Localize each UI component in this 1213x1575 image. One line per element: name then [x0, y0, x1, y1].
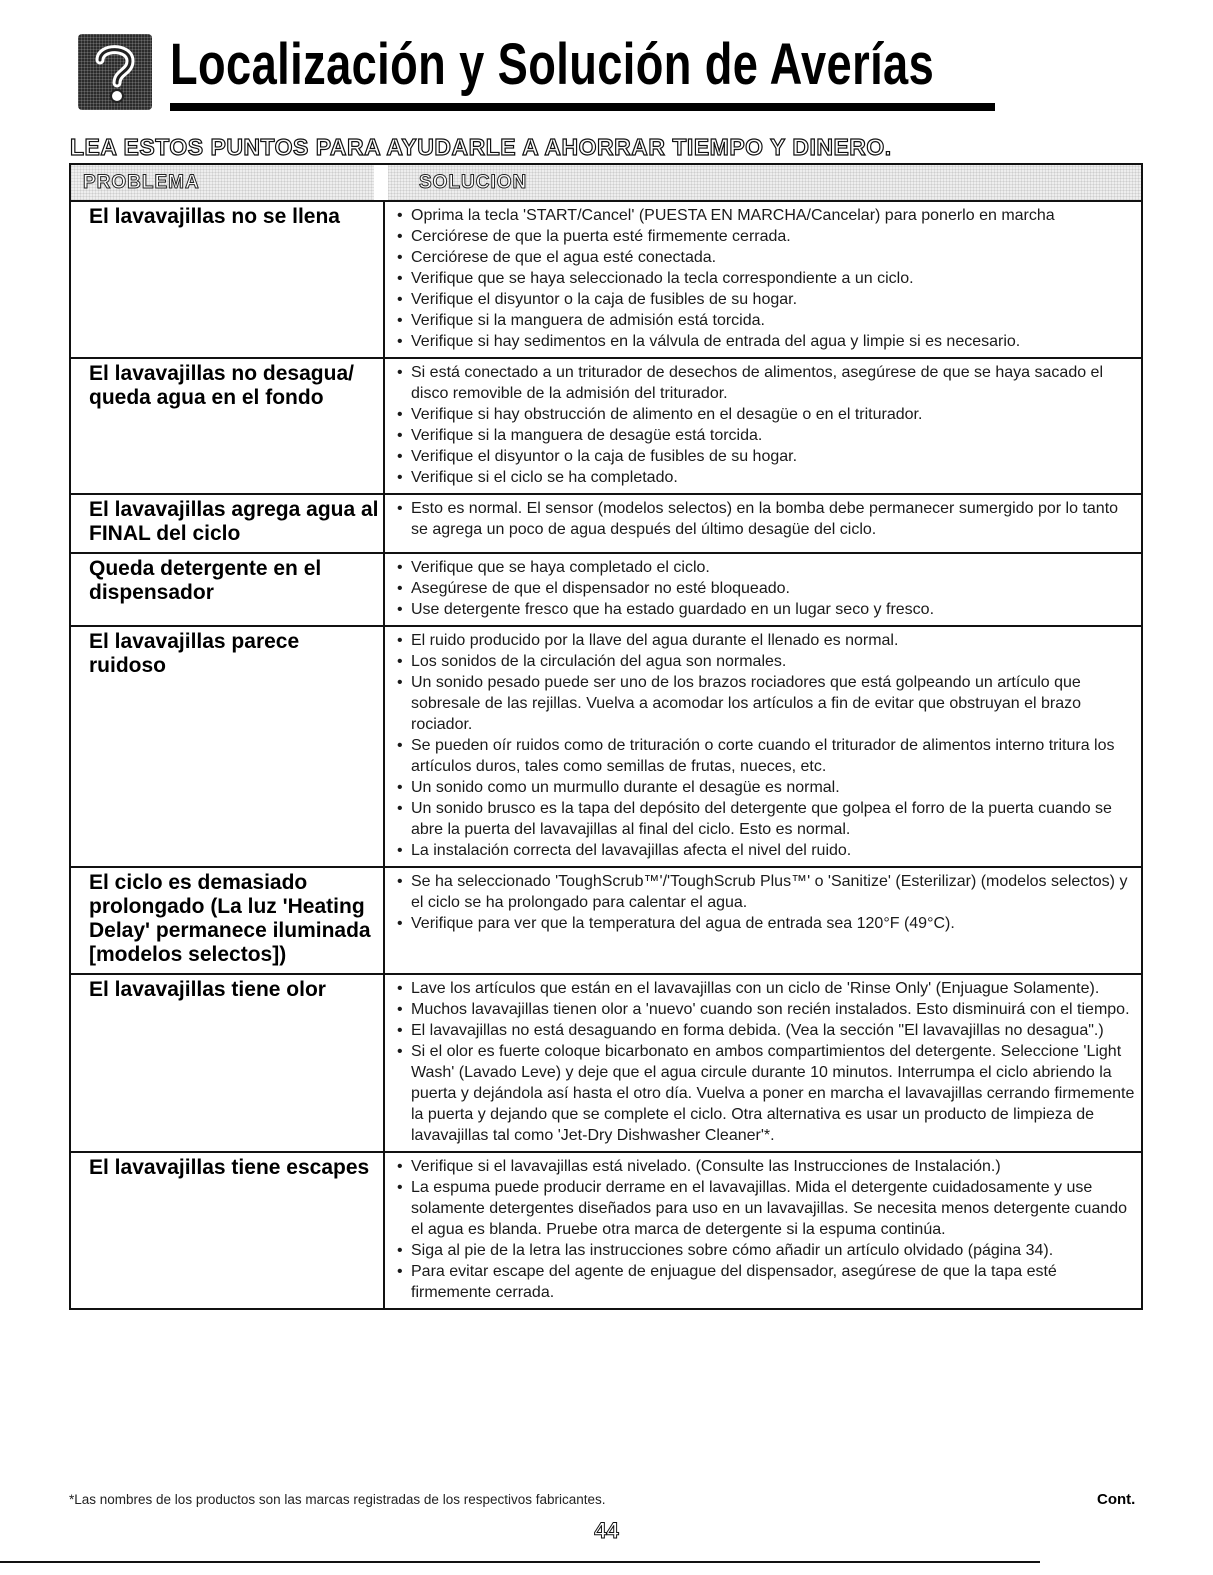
solution-item: • Verifique si hay sedimentos en la válvula de entrada del agua y limpie si es necesario. — [397, 331, 1137, 352]
solution-list — [397, 1156, 1137, 1303]
page-number: 44 — [594, 1518, 619, 1543]
problem-cell: El lavavajillas parece ruidoso — [71, 627, 385, 866]
solution-item: • Esto es normal. El sensor (modelos selectos) en la bomba debe permanecer sumergido por lo tanto se agrega un poco de agua después del último desagüe del ciclo. — [397, 498, 1137, 540]
table-body — [71, 202, 1141, 1308]
solution-item: • Asegúrese de que el dispensador no esté bloqueado. — [397, 578, 1137, 599]
page-header — [78, 30, 935, 130]
solution-item: • Siga al pie de la letra las instrucciones sobre cómo añadir un artículo olvidado (página 34). — [397, 1240, 1137, 1261]
table-row — [71, 627, 1141, 868]
question-mark-icon — [78, 34, 152, 110]
table-row — [71, 1153, 1141, 1308]
problem-cell: El lavavajillas no se llena — [71, 202, 385, 357]
solution-item: • Verifique que se haya seleccionado la tecla correspondiente a un ciclo. — [397, 268, 1137, 289]
solution-cell — [385, 554, 1141, 625]
solution-item: • Verifique si la manguera de admisión está torcida. — [397, 310, 1137, 331]
solution-item: • Los sonidos de la circulación del agua son normales. — [397, 651, 1137, 672]
solution-item: • Muchos lavavajillas tienen olor a 'nuevo' cuando son recién instalados. Esto disminuirá con el tiempo. — [397, 999, 1137, 1020]
solution-item: • Use detergente fresco que ha estado guardado en un lugar seco y fresco. — [397, 599, 1137, 620]
title-underline — [170, 103, 995, 111]
solution-item: • Cerciórese de que la puerta esté firmemente cerrada. — [397, 226, 1137, 247]
solution-item: • El lavavajillas no está desaguando en forma debida. (Vea la sección "El lavavajillas no desagua".) — [397, 1020, 1137, 1041]
problem-cell: El lavavajillas no desagua/ queda agua en el fondo — [71, 359, 385, 493]
troubleshooting-table — [69, 163, 1143, 1310]
solution-item: • Un sonido como un murmullo durante el desagüe es normal. — [397, 777, 1137, 798]
solution-item: • Verifique si el ciclo se ha completado. — [397, 467, 1137, 488]
solution-cell — [385, 359, 1141, 493]
column-header-problem: PROBLEMA — [71, 165, 374, 200]
problem-cell: El ciclo es demasiado prolongado (La luz 'Heating Delay' permanece iluminada [modelos selectos]) — [71, 868, 385, 973]
solution-item: • Cerciórese de que el agua esté conectada. — [397, 247, 1137, 268]
table-row — [71, 975, 1141, 1153]
table-header — [71, 165, 1141, 202]
solution-item: • Lave los artículos que están en el lavavajillas con un ciclo de 'Rinse Only' (Enjuague Solamente). — [397, 978, 1137, 999]
solution-cell — [385, 975, 1141, 1151]
solution-item: • Verifique el disyuntor o la caja de fusibles de su hogar. — [397, 289, 1137, 310]
solution-item: • Verifique si la manguera de desagüe está torcida. — [397, 425, 1137, 446]
solution-item: • Verifique para ver que la temperatura del agua de entrada sea 120°F (49°C). — [397, 913, 1137, 934]
bottom-divider — [0, 1561, 1040, 1563]
solution-item: • Un sonido brusco es la tapa del depósito del detergente que golpea el forro de la puerta cuando se abre la puerta del lavavajillas al final del ciclo. Esto es normal. — [397, 798, 1137, 840]
solution-item: • El ruido producido por la llave del agua durante el llenado es normal. — [397, 630, 1137, 651]
table-row — [71, 359, 1141, 495]
problem-cell: El lavavajillas tiene escapes — [71, 1153, 385, 1308]
solution-list — [397, 978, 1137, 1146]
column-header-solution: SOLUCION — [374, 165, 1141, 200]
solution-list — [397, 362, 1137, 488]
footnote: *Las nombres de los productos son las marcas registradas de los respectivos fabricantes. — [69, 1492, 606, 1507]
solution-item: • Se pueden oír ruidos como de trituración o corte cuando el triturador de alimentos interno tritura los artículos duros, tales como semillas de frutas, nueces, etc. — [397, 735, 1137, 777]
table-row — [71, 202, 1141, 359]
table-row — [71, 554, 1141, 627]
solution-list — [397, 557, 1137, 620]
solution-item: • Se ha seleccionado 'ToughScrub™'/'ToughScrub Plus™' o 'Sanitize' (Esterilizar) (modelos selectos) y el ciclo se ha prolongado para calentar el agua. — [397, 871, 1137, 913]
solution-item: • Para evitar escape del agente de enjuague del dispensador, asegúrese de que la tapa esté firmemente cerrada. — [397, 1261, 1137, 1303]
page-title: Localización y Solución de Averías — [170, 32, 935, 97]
solution-item: • La espuma puede producir derrame en el lavavajillas. Mida el detergente cuidadosamente y use solamente detergentes diseñados para uso en un lavavajillas. Se necesita menos detergente cuando el agua es blanda. Pruebe otra marca de detergente si la espuma continúa. — [397, 1177, 1137, 1240]
solution-cell — [385, 627, 1141, 866]
solution-cell — [385, 1153, 1141, 1308]
table-row — [71, 868, 1141, 975]
solution-list — [397, 630, 1137, 861]
solution-item: • Un sonido pesado puede ser uno de los brazos rociadores que está golpeando un artículo que sobresale de las rejillas. Vuelva a acomodar los artículos a fin de evitar que obstruyan el brazo rociador. — [397, 672, 1137, 735]
solution-item: • Verifique si hay obstrucción de alimento en el desagüe o en el triturador. — [397, 404, 1137, 425]
solution-cell — [385, 202, 1141, 357]
problem-cell: El lavavajillas tiene olor — [71, 975, 385, 1151]
solution-cell — [385, 868, 1141, 973]
solution-list — [397, 871, 1137, 934]
problem-cell: Queda detergente en el dispensador — [71, 554, 385, 625]
solution-item: • Verifique el disyuntor o la caja de fusibles de su hogar. — [397, 446, 1137, 467]
solution-list — [397, 498, 1137, 540]
solution-list — [397, 205, 1137, 352]
solution-item: • Verifique que se haya completado el ciclo. — [397, 557, 1137, 578]
table-row — [71, 495, 1141, 554]
problem-cell: El lavavajillas agrega agua al FINAL del ciclo — [71, 495, 385, 552]
solution-item: • Verifique si el lavavajillas está nivelado. (Consulte las Instrucciones de Instalación.) — [397, 1156, 1137, 1177]
continued-label: Cont. — [1097, 1491, 1136, 1508]
solution-item: • La instalación correcta del lavavajillas afecta el nivel del ruido. — [397, 840, 1137, 861]
solution-item: • Si el olor es fuerte coloque bicarbonato en ambos compartimientos del detergente. Seleccione 'Light Wash' (Lavado Leve) y deje que el agua circule durante 10 minutos. Interrumpa el ciclo abriendo la puerta y dejándola así hasta el otro día. Vuelva a poner en marcha el lavavajillas cerrando firmemente la puerta y dejando que se complete el ciclo. Otra alternativa es usar un producto de limpieza de lavavajillas tal como 'Jet-Dry Dishwasher Cleaner'*. — [397, 1041, 1137, 1146]
page-subtitle: LEA ESTOS PUNTOS PARA AYUDARLE A AHORRAR TIEMPO Y DINERO. — [70, 134, 892, 160]
solution-item: • Si está conectado a un triturador de desechos de alimentos, asegúrese de que se haya sacado el disco removible de la admisión del triturador. — [397, 362, 1137, 404]
solution-item: • Oprima la tecla 'START/Cancel' (PUESTA EN MARCHA/Cancelar) para ponerlo en marcha — [397, 205, 1137, 226]
solution-cell — [385, 495, 1141, 552]
